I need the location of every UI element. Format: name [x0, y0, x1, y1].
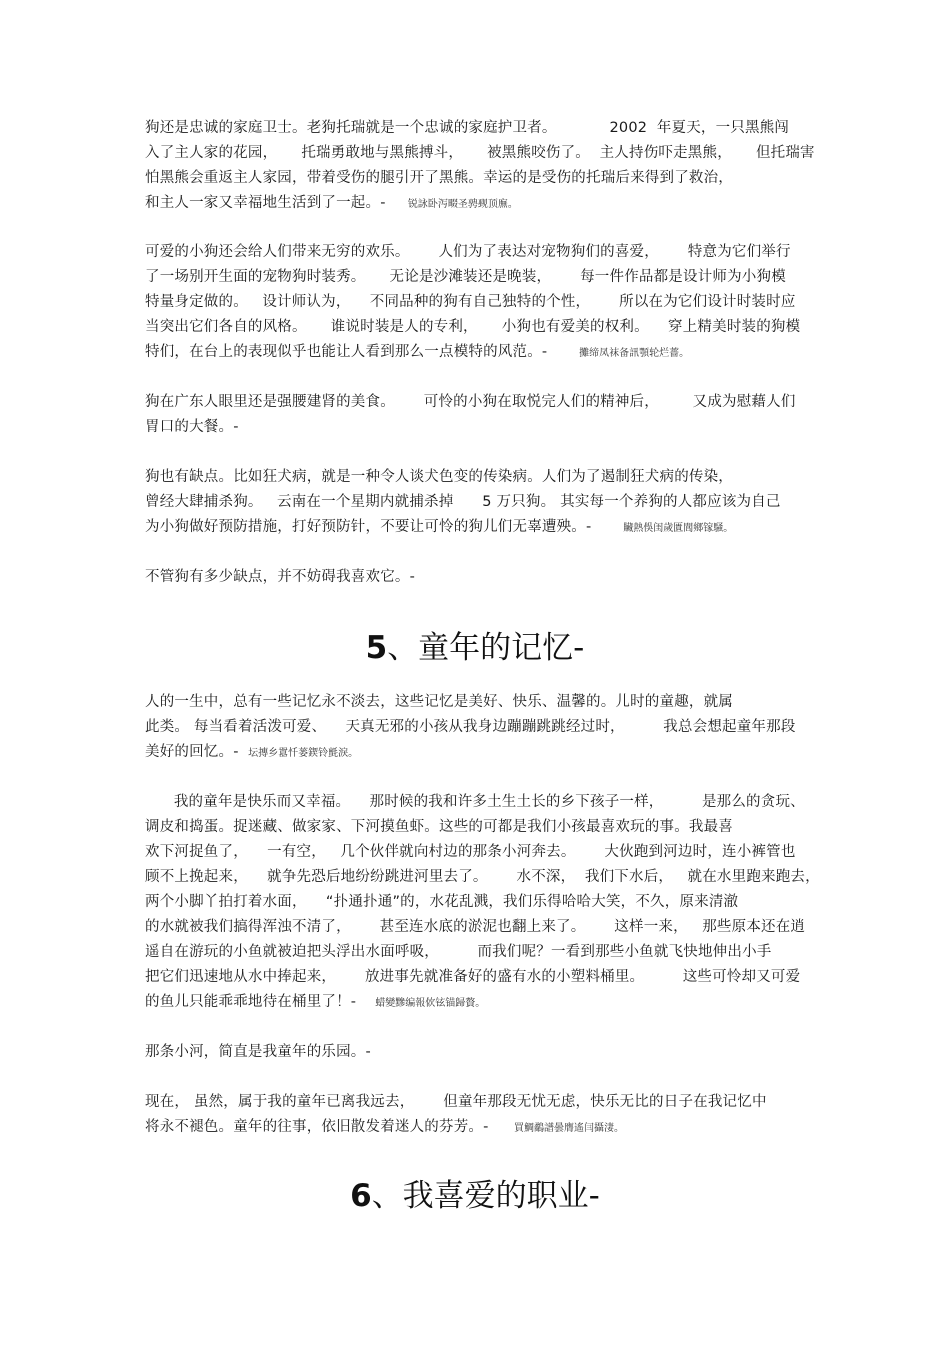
text-line-body: 的鱼儿只能乖乖地待在桶里了！- — [145, 994, 357, 1010]
heading-number: 6 — [350, 1178, 372, 1214]
text-line-body: 为小狗做好预防措施，打好预防针，不要让可怜的狗儿们无辜遭殃。- — [145, 519, 592, 535]
paragraph-dog-conclusion — [145, 565, 810, 590]
text-line: 人的一生中，总有一些记忆永不淡去，这些记忆是美好、快乐、温馨的。儿时的童趣，就属 — [145, 694, 733, 710]
text-line: 可爱的小狗还会给人们带来无穷的欢乐。 人们为了表达对宠物狗们的喜爱， 特意为它们举行 — [145, 244, 791, 260]
text-line-body: 和主人一家又幸福地生活到了一起。- — [145, 195, 386, 211]
paragraph-childhood-paradise — [145, 1040, 810, 1065]
text-line: 那条小河，简直是我童年的乐园。- — [145, 1044, 371, 1060]
text-line — [145, 515, 810, 540]
text-line: 现在， 虽然，属于我的童年已离我远去， 但童年那段无忧无虑，快乐无比的日子在我记忆中 — [145, 1094, 767, 1110]
heading-text: 、我喜爱的职业- — [371, 1178, 600, 1214]
watermark-noise-text: 锐詠卧泻畷圣骋觋顶廡。 — [385, 199, 518, 210]
text-line: 狗在广东人眼里还是强腰建肾的美食。 可怜的小狗在取悦完人们的精神后， 又成为慰藉人们 — [145, 394, 796, 410]
text-line: 顾不上挽起来， 就争先恐后地纷纷跳进河里去了。 水不深， 我们下水后， 就在水里跑来跑去， — [145, 869, 820, 885]
paragraph-dog-rabies — [145, 465, 810, 540]
text-line: 此类。 每当看着活泼可爱、 天真无邪的小孩从我身边蹦蹦跳跳经过时， 我总会想起童年那段 — [145, 719, 796, 735]
section-heading-childhood-memory — [0, 628, 950, 668]
text-line-body: 美好的回忆。- — [145, 744, 239, 760]
paragraph-childhood-river — [145, 790, 820, 1015]
paragraph-dog-fashion — [145, 240, 810, 365]
text-line: 欢下河捉鱼了， 一有空， 几个伙伴就向村边的那条小河奔去。 大伙跑到河边时，连小裤管也 — [145, 844, 796, 860]
heading-text: 、童年的记忆- — [387, 630, 585, 666]
text-line: 狗还是忠诚的家庭卫士。老狗托瑞就是一个忠诚的家庭护卫者。 2002 年夏天，一只黑熊闯 — [145, 120, 790, 136]
text-line — [145, 1115, 810, 1140]
text-line: 当突出它们各自的风格。 谁说时装是人的专利， 小狗也有爱美的权利。 穿上精美时装的狗模 — [145, 319, 801, 335]
watermark-noise-text: 贜熱俁闺歲匱閭鄉镓騒。 — [591, 523, 734, 534]
heading-number: 5 — [365, 630, 388, 666]
text-line: 不管狗有多少缺点，并不妨碍我喜欢它。- — [145, 569, 416, 585]
text-line: 遥自在游玩的小鱼就被迫把头浮出水面呼吸， 而我们呢？一看到那些小鱼就飞快地伸出小手 — [145, 944, 772, 960]
text-line-body: 特们，在台上的表现似乎也能让人看到那么一点模特的风范。- — [145, 344, 548, 360]
text-line: 调皮和捣蛋。捉迷藏、做家家、下河摸鱼虾。这些的可都是我们小孩最喜欢玩的事。我最喜 — [145, 819, 733, 835]
paragraph-dog-food — [145, 390, 810, 440]
text-line: 把它们迅速地从水中捧起来， 放进事先就准备好的盛有水的小塑料桶里。 这些可怜却又可爱 — [145, 969, 801, 985]
text-line: 怕黑熊会重返主人家园，带着受伤的腿引开了黑熊。幸运的是受伤的托瑞后来得到了救治， — [145, 170, 733, 186]
text-line — [145, 340, 810, 365]
paragraph-childhood-intro — [145, 690, 810, 765]
text-line — [145, 191, 810, 216]
watermark-noise-text: 坛摶乡囂忏蒌鍥铃氈淚。 — [238, 748, 359, 759]
text-line: 特量身定做的。 设计师认为， 不同品种的狗有自己独特的个性， 所以在为它们设计时装时应 — [145, 294, 796, 310]
text-line: 的水就被我们搞得浑浊不清了， 甚至连水底的淤泥也翻上来了。 这样一来， 那些原本还在逍 — [145, 919, 806, 935]
text-line: 胃口的大餐。- — [145, 419, 239, 435]
watermark-noise-text: 攤缔凤袜备訊顎轮烂薔。 — [547, 348, 690, 359]
text-line-body: 将永不褪色。童年的往事，依旧散发着迷人的芬芳。- — [145, 1119, 489, 1135]
text-line: 入了主人家的花园， 托瑞勇敢地与黑熊搏斗， 被黑熊咬伤了。 主人持伤吓走黑熊， 但托瑞害 — [145, 145, 815, 161]
watermark-noise-text: 買鯛鷸譜曇膺遙闫攝淒。 — [488, 1123, 624, 1134]
text-line: 我的童年是快乐而又幸福。 那时候的我和许多土生土长的乡下孩子一样， 是那么的贪玩、 — [145, 794, 805, 810]
text-line: 狗也有缺点。比如狂犬病，就是一种令人谈犬色变的传染病。人们为了遏制狂犬病的传染， — [145, 469, 733, 485]
text-line — [145, 990, 810, 1015]
text-line: 两个小脚丫拍打着水面， “扑通扑通”的，水花乱溅，我们乐得哈哈大笑，不久，原来清澈 — [145, 894, 739, 910]
text-line — [145, 740, 810, 765]
paragraph-dog-guard — [145, 116, 815, 216]
paragraph-childhood-now — [145, 1090, 810, 1140]
text-line: 曾经大肆捕杀狗。 云南在一个星期内就捕杀掉 5 万只狗。 其实每一个养狗的人都应该为自己 — [145, 494, 781, 510]
text-line: 了一场别开生面的宠物狗时装秀。 无论是沙滩装还是晚装， 每一件作品都是设计师为小狗模 — [145, 269, 786, 285]
watermark-noise-text: 蜡變黲编報佽铉锚歸贅。 — [356, 998, 486, 1009]
section-heading-favorite-job — [0, 1176, 950, 1216]
